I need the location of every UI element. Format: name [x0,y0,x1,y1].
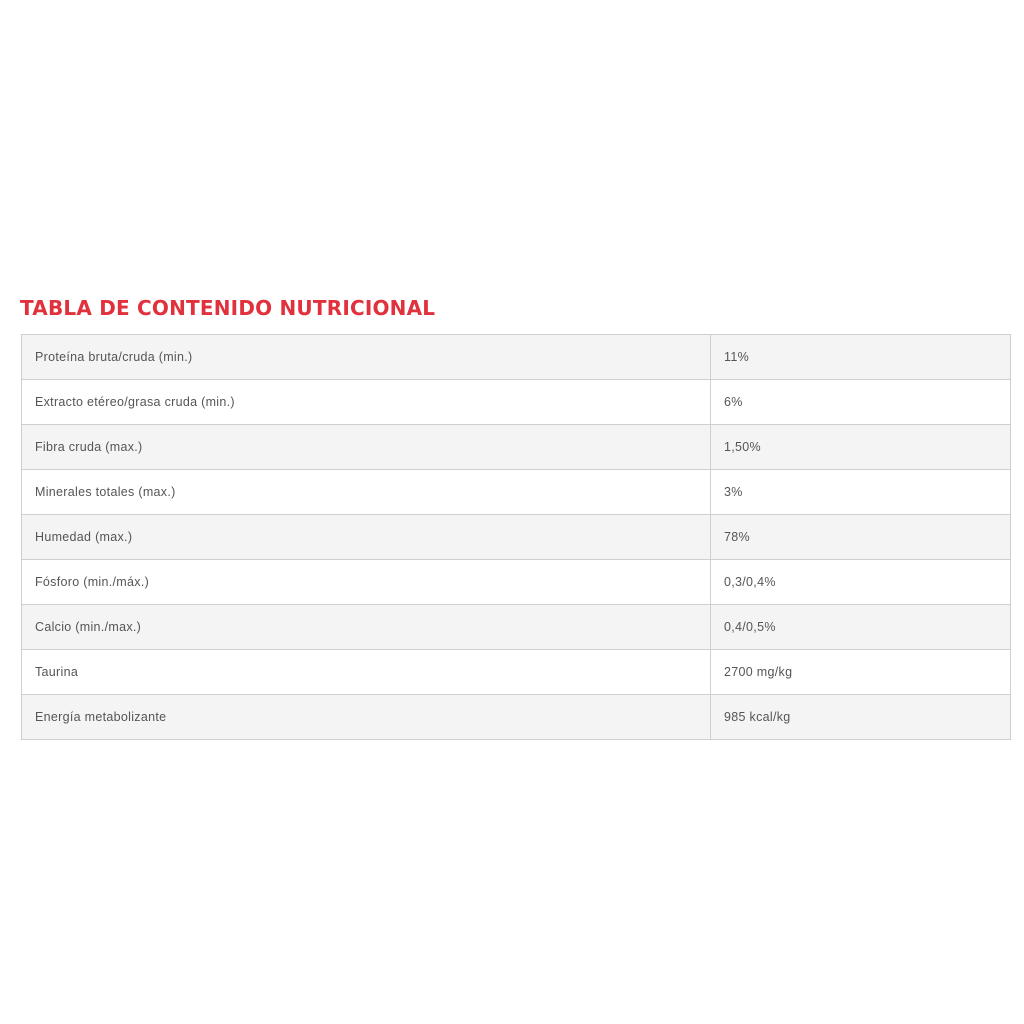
table-row [22,515,1011,560]
table-row [22,470,1011,515]
row-label: Fósforo (min./máx.) [22,560,711,605]
row-value: 2700 mg/kg [711,650,1011,695]
row-label: Fibra cruda (max.) [22,425,711,470]
row-value: 11% [711,335,1011,380]
table-row [22,335,1011,380]
row-value: 1,50% [711,425,1011,470]
row-value: 0,4/0,5% [711,605,1011,650]
row-value: 3% [711,470,1011,515]
table-row [22,425,1011,470]
row-label: Extracto etéreo/grasa cruda (min.) [22,380,711,425]
row-value: 0,3/0,4% [711,560,1011,605]
row-label: Energía metabolizante [22,695,711,740]
row-label: Taurina [22,650,711,695]
table-row [22,605,1011,650]
row-value: 78% [711,515,1011,560]
table-row [22,380,1011,425]
row-value: 985 kcal/kg [711,695,1011,740]
row-label: Humedad (max.) [22,515,711,560]
table-row [22,695,1011,740]
row-label: Minerales totales (max.) [22,470,711,515]
nutrition-table [21,334,1011,740]
table-row [22,650,1011,695]
table-title: TABLA DE CONTENIDO NUTRICIONAL [20,296,436,320]
table-row [22,560,1011,605]
row-label: Calcio (min./max.) [22,605,711,650]
row-value: 6% [711,380,1011,425]
row-label: Proteína bruta/cruda (min.) [22,335,711,380]
